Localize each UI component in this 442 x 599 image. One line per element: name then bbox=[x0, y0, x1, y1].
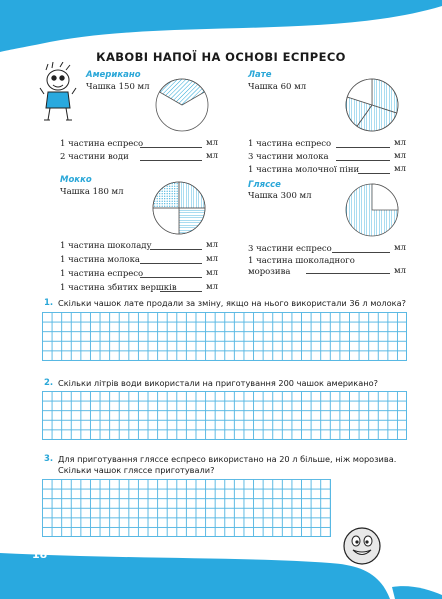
answer-blank-americano-espresso[interactable] bbox=[140, 138, 202, 148]
unit-ml: мл bbox=[394, 266, 407, 276]
question-number-2: 2. bbox=[44, 378, 54, 388]
drink-name-mocha: Мокко bbox=[60, 175, 92, 185]
cup-size-latte: Чашка 60 мл bbox=[248, 82, 307, 92]
unit-ml: мл bbox=[206, 151, 219, 161]
question-text-1: Скільки чашок лате продали за зміну, якщо на нього використали 36 л молока? bbox=[58, 298, 406, 308]
ingredient-americano-water: 2 частини води bbox=[60, 152, 129, 162]
top-decorative-band bbox=[0, 0, 442, 52]
answer-blank-mocha-chocolate[interactable] bbox=[150, 240, 202, 250]
ingredient-glace-ice-cream: 1 частина шоколадного морозива bbox=[248, 256, 355, 277]
page-number: 18 bbox=[32, 548, 48, 561]
boy-mascot-illustration bbox=[38, 62, 78, 124]
unit-ml: мл bbox=[206, 268, 219, 278]
question-number-3: 3. bbox=[44, 454, 54, 464]
ingredient-latte-milk-foam: 1 частина молочної піни bbox=[248, 165, 360, 175]
ingredient-glace-espresso: 3 частини еспресо bbox=[248, 244, 332, 254]
pie-diagram-glace bbox=[344, 182, 400, 238]
pie-diagram-latte bbox=[344, 77, 400, 133]
drink-name-latte: Лате bbox=[248, 70, 272, 80]
pie-diagram-americano bbox=[154, 77, 210, 133]
answer-blank-mocha-milk[interactable] bbox=[140, 254, 202, 264]
pie-diagram-mocha bbox=[151, 180, 207, 236]
unit-ml: мл bbox=[394, 243, 407, 253]
answer-grid-2[interactable] bbox=[42, 391, 407, 440]
ingredient-mocha-milk: 1 частина молока bbox=[60, 255, 140, 265]
cup-size-americano: Чашка 150 мл bbox=[86, 82, 150, 92]
answer-blank-glace-espresso[interactable] bbox=[332, 243, 390, 253]
ingredient-mocha-espresso: 1 частина еспресо bbox=[60, 269, 144, 279]
cup-size-mocha: Чашка 180 мл bbox=[60, 187, 124, 197]
answer-blank-mocha-cream[interactable] bbox=[160, 282, 202, 292]
drink-name-americano: Американо bbox=[86, 70, 141, 80]
drink-name-glace: Гляссе bbox=[248, 180, 281, 190]
ingredient-mocha-chocolate: 1 частина шоколаду bbox=[60, 241, 152, 251]
question-number-1: 1. bbox=[44, 298, 54, 308]
answer-blank-mocha-espresso[interactable] bbox=[140, 268, 202, 278]
ingredient-latte-milk: 3 частини молока bbox=[248, 152, 329, 162]
ingredient-americano-espresso: 1 частина еспресо bbox=[60, 139, 144, 149]
unit-ml: мл bbox=[394, 164, 407, 174]
answer-blank-latte-milk[interactable] bbox=[336, 151, 390, 161]
question-text-3: Для приготування гляссе еспресо використано на 20 л більше, ніж морозива. Скільки чашок гляссе приготували? bbox=[58, 454, 397, 475]
unit-ml: мл bbox=[206, 282, 219, 292]
answer-grid-1[interactable] bbox=[42, 312, 407, 361]
question-text-2: Скільки літрів води використали на приготування 200 чашок американо? bbox=[58, 378, 378, 388]
ingredient-mocha-whipped-cream: 1 частина збитих вершків bbox=[60, 283, 177, 293]
smiley-face-icon bbox=[342, 526, 382, 566]
answer-blank-americano-water[interactable] bbox=[140, 151, 202, 161]
answer-blank-latte-foam[interactable] bbox=[358, 164, 390, 174]
unit-ml: мл bbox=[394, 151, 407, 161]
answer-blank-glace-ice-cream[interactable] bbox=[306, 264, 390, 274]
answer-blank-latte-espresso[interactable] bbox=[336, 138, 390, 148]
cup-size-glace: Чашка 300 мл bbox=[248, 191, 312, 201]
unit-ml: мл bbox=[206, 138, 219, 148]
page-title: КАВОВІ НАПОЇ НА ОСНОВІ ЕСПРЕСО bbox=[96, 50, 346, 64]
unit-ml: мл bbox=[394, 138, 407, 148]
unit-ml: мл bbox=[206, 240, 219, 250]
unit-ml: мл bbox=[206, 254, 219, 264]
ingredient-latte-espresso: 1 частина еспресо bbox=[248, 139, 332, 149]
